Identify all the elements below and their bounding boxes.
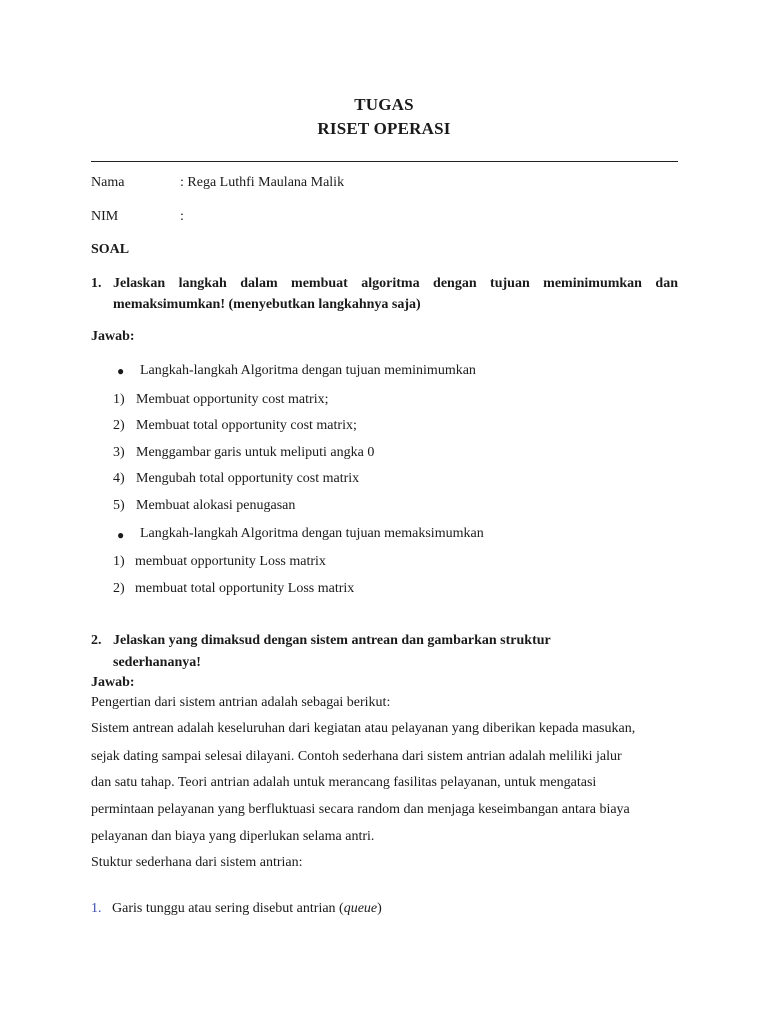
list-item-number: 2)	[113, 581, 125, 596]
paragraph-line: dan satu tahap. Teori antrian adalah untuk merancang fasilitas pelayanan, untuk mengatasi	[91, 775, 597, 790]
name-label: Nama	[91, 175, 125, 190]
nim-label: NIM	[91, 209, 119, 224]
list-item-number: 5)	[113, 498, 125, 513]
question-1-number: 1.	[91, 276, 102, 291]
soal-heading: SOAL	[91, 242, 130, 257]
list-item-number: 3)	[113, 445, 125, 460]
question-1-answer-label: Jawab:	[91, 329, 135, 344]
title-line-1: TUGAS	[354, 95, 414, 114]
question-2-answer-label: Jawab:	[91, 675, 135, 690]
question-2-number: 2.	[91, 633, 102, 648]
list-item: membuat total opportunity Loss matrix	[135, 581, 355, 596]
structure-item-italic: queue	[343, 901, 378, 916]
structure-item-close: )	[377, 901, 382, 916]
list-item: membuat opportunity Loss matrix	[135, 554, 326, 569]
paragraph-line: sejak dating sampai selesai dilayani. Contoh sederhana dari sistem antrian adalah meliliki jalur	[91, 749, 622, 764]
list-item-number: 1)	[113, 554, 125, 569]
paragraph-line: permintaan pelayanan yang berfluktuasi secara random dan menjaga keseimbangan antara biaya	[91, 802, 630, 817]
question-1-line-1: Jelaskan langkah dalam membuat algoritma dengan tujuan meminimumkan dan	[113, 276, 678, 291]
structure-item	[112, 901, 382, 917]
title-line-2: RISET OPERASI	[317, 119, 451, 138]
header-divider	[91, 161, 678, 162]
structure-item-text: Garis tunggu atau sering disebut antrian (	[112, 901, 344, 916]
nim-value: :	[180, 209, 184, 224]
question-1-line-2: memaksimumkan! (menyebutkan langkahnya saja)	[113, 297, 421, 312]
question-2-line-2: sederhananya!	[113, 655, 201, 670]
definition-intro: Pengertian dari sistem antrian adalah sebagai berikut:	[91, 695, 391, 710]
list-item: Membuat total opportunity cost matrix;	[136, 418, 357, 433]
paragraph-line: pelayanan dan biaya yang diperlukan selama antri.	[91, 829, 375, 844]
list-item-number: 1)	[113, 392, 125, 407]
bullet-icon: ●	[117, 528, 125, 542]
list-item: Membuat alokasi penugasan	[136, 498, 296, 513]
structure-item-number: 1.	[91, 901, 102, 916]
question-2-line-1: Jelaskan yang dimaksud dengan sistem antrean dan gambarkan struktur	[113, 633, 551, 648]
paragraph-line: Sistem antrean adalah keseluruhan dari kegiatan atau pelayanan yang diberikan kepada masukan,	[91, 721, 636, 736]
structure-intro: Stuktur sederhana dari sistem antrian:	[91, 855, 303, 870]
list-item: Membuat opportunity cost matrix;	[136, 392, 329, 407]
list-item: Menggambar garis untuk meliputi angka 0	[136, 445, 375, 460]
bullet-icon: ●	[117, 364, 125, 378]
list-item-number: 2)	[113, 418, 125, 433]
minimize-heading: Langkah-langkah Algoritma dengan tujuan meminimumkan	[140, 363, 476, 378]
list-item-number: 4)	[113, 471, 125, 486]
list-item: Mengubah total opportunity cost matrix	[136, 471, 360, 486]
name-value: : Rega Luthfi Maulana Malik	[180, 175, 345, 190]
maximize-heading: Langkah-langkah Algoritma dengan tujuan memaksimumkan	[140, 526, 484, 541]
